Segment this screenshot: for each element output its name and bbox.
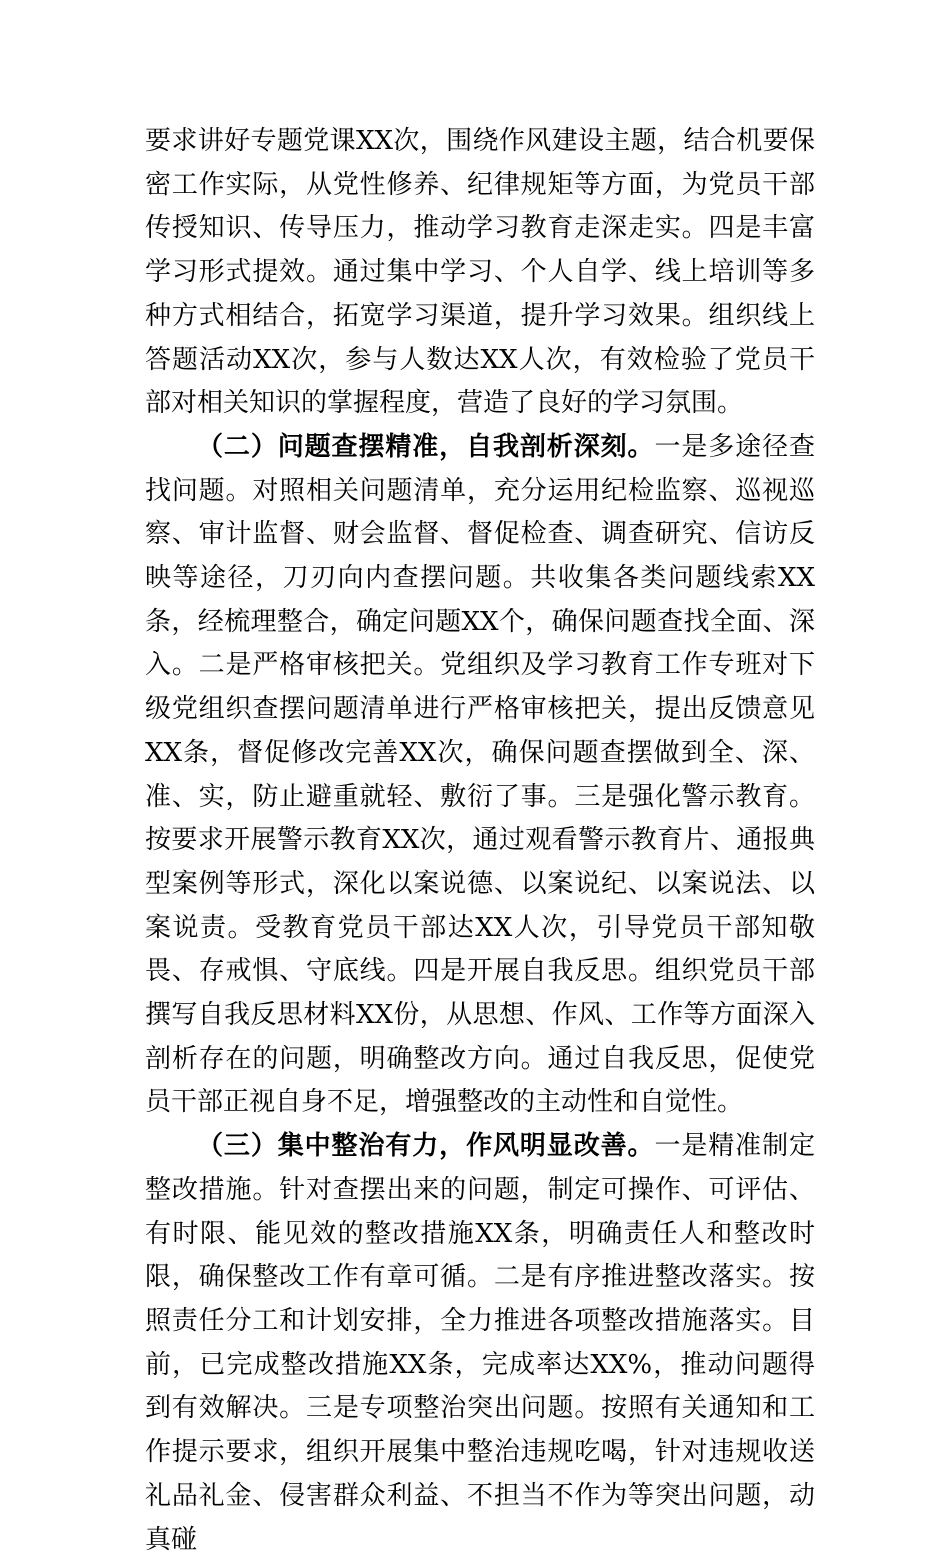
paragraph-body: 要求讲好专题党课XX次，围绕作风建设主题，结合机要保密工作实际，从党性修养、纪律规矩等方面，为党员干部传授知识、传导压力，推动学习教育走深走实。四是丰富学习形式提效。通过集中学习、个人自学、线上培训等多种方式相结合，拓宽学习渠道，提升学习效果。组织线上答题活动XX次，参与人数达XX人次，有效检验了党员干部对相关知识的掌握程度，营造了良好的学习氛围。 bbox=[145, 126, 815, 419]
paragraph-problem-finding bbox=[145, 426, 815, 1125]
paragraph-study-forms bbox=[145, 120, 815, 426]
paragraph-body: 一是精准制定整改措施。针对查摆出来的问题，制定可操作、可评估、有时限、能见效的整改措施XX条，明确责任人和整改时限，确保整改工作有章可循。二是有序推进整改落实。按照责任分工和计划安排，全力推进各项整改措施落实。目前，已完成整改措施XX条，完成率达XX%，推动问题得到有效解决。三是专项整治突出问题。按照有关通知和工作提示要求，组织开展集中整治违规吃喝，针对违规收送礼品礼金、侵害群众利益、不担当不作为等突出问题，动真碰 bbox=[145, 1131, 815, 1555]
document-page bbox=[145, 120, 815, 1562]
section-heading-3: （三）集中整治有力，作风明显改善。 bbox=[197, 1131, 655, 1162]
section-heading-2: （二）问题查摆精准，自我剖析深刻。 bbox=[197, 431, 655, 462]
paragraph-body: 一是多途径查找问题。对照相关问题清单，充分运用纪检监察、巡视巡察、审计监督、财会监督、督促检查、调查研究、信访反映等途径，刀刃向内查摆问题。共收集各类问题线索XX条，经梳理整合，确定问题XX个，确保问题查找全面、深入。二是严格审核把关。党组织及学习教育工作专班对下级党组织查摆问题清单进行严格审核把关，提出反馈意见XX条，督促修改完善XX次，确保问题查摆做到全、深、准、实，防止避重就轻、敷衍了事。三是强化警示教育。按要求开展警示教育XX次，通过观看警示教育片、通报典型案例等形式，深化以案说德、以案说纪、以案说法、以案说责。受教育党员干部达XX人次，引导党员干部知敬畏、存戒惧、守底线。四是开展自我反思。组织党员干部撰写自我反思材料XX份，从思想、作风、工作等方面深入剖析存在的问题，明确整改方向。通过自我反思，促使党员干部正视自身不足，增强整改的主动性和自觉性。 bbox=[145, 431, 815, 1118]
